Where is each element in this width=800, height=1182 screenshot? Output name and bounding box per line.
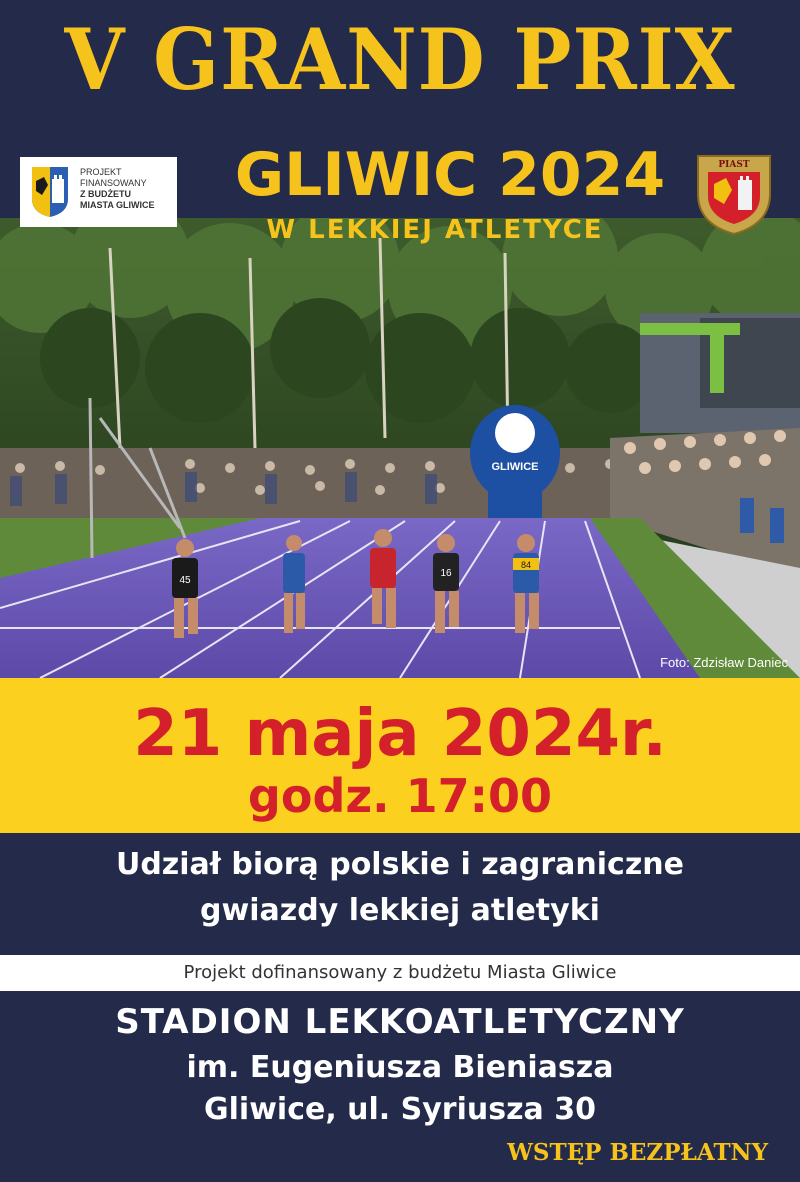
- poster-subtitle: GLIWIC 2024: [234, 140, 666, 210]
- runner-bib-1: 45: [179, 575, 191, 586]
- project-note-bar: [0, 955, 800, 991]
- stadium-photo: [0, 218, 800, 678]
- funding-badge-text: [80, 167, 175, 211]
- venue-name: STADION LEKKOATLETYCZNY: [115, 1002, 685, 1042]
- funding-line-3: Z BUDŻETU: [80, 189, 131, 199]
- piast-club-logo-icon: [690, 150, 778, 238]
- photo-credit: Foto: Zdzisław Daniec: [660, 655, 788, 670]
- poster-title: V GRAND PRIX: [64, 10, 736, 109]
- event-time: godz. 17:00: [247, 769, 553, 823]
- free-entry-label: WSTĘP BEZPŁATNY: [507, 1139, 768, 1166]
- funding-badge: [20, 157, 177, 227]
- funding-line-1: PROJEKT: [80, 167, 122, 177]
- poster-tagline: W LEKKIEJ ATLETYCE: [266, 215, 604, 245]
- event-date: 21 maja 2024r.: [133, 697, 667, 771]
- funding-line-2: FINANSOWANY: [80, 178, 147, 188]
- venue-address: Gliwice, ul. Syriusza 30: [204, 1092, 596, 1127]
- gliwice-crest-icon: [30, 165, 70, 219]
- runner-bib-3: 84: [520, 560, 532, 570]
- info-line-2: gwiazdy lekkiej atletyki: [200, 893, 600, 928]
- race-photo-illustration: [0, 218, 800, 678]
- participants-info: [0, 833, 800, 955]
- funding-line-4: MIASTA GLIWICE: [80, 200, 155, 210]
- venue-patron: im. Eugeniusza Bieniasza: [186, 1050, 614, 1085]
- runner-bib-2: 16: [440, 568, 452, 579]
- project-note: Projekt dofinansowany z budżetu Miasta Gliwice: [183, 962, 617, 983]
- balloon-label: GLIWICE: [491, 461, 539, 473]
- club-logo-label: PIAST: [718, 160, 750, 170]
- info-line-1: Udział biorą polskie i zagraniczne: [115, 847, 685, 882]
- date-band: [0, 678, 800, 833]
